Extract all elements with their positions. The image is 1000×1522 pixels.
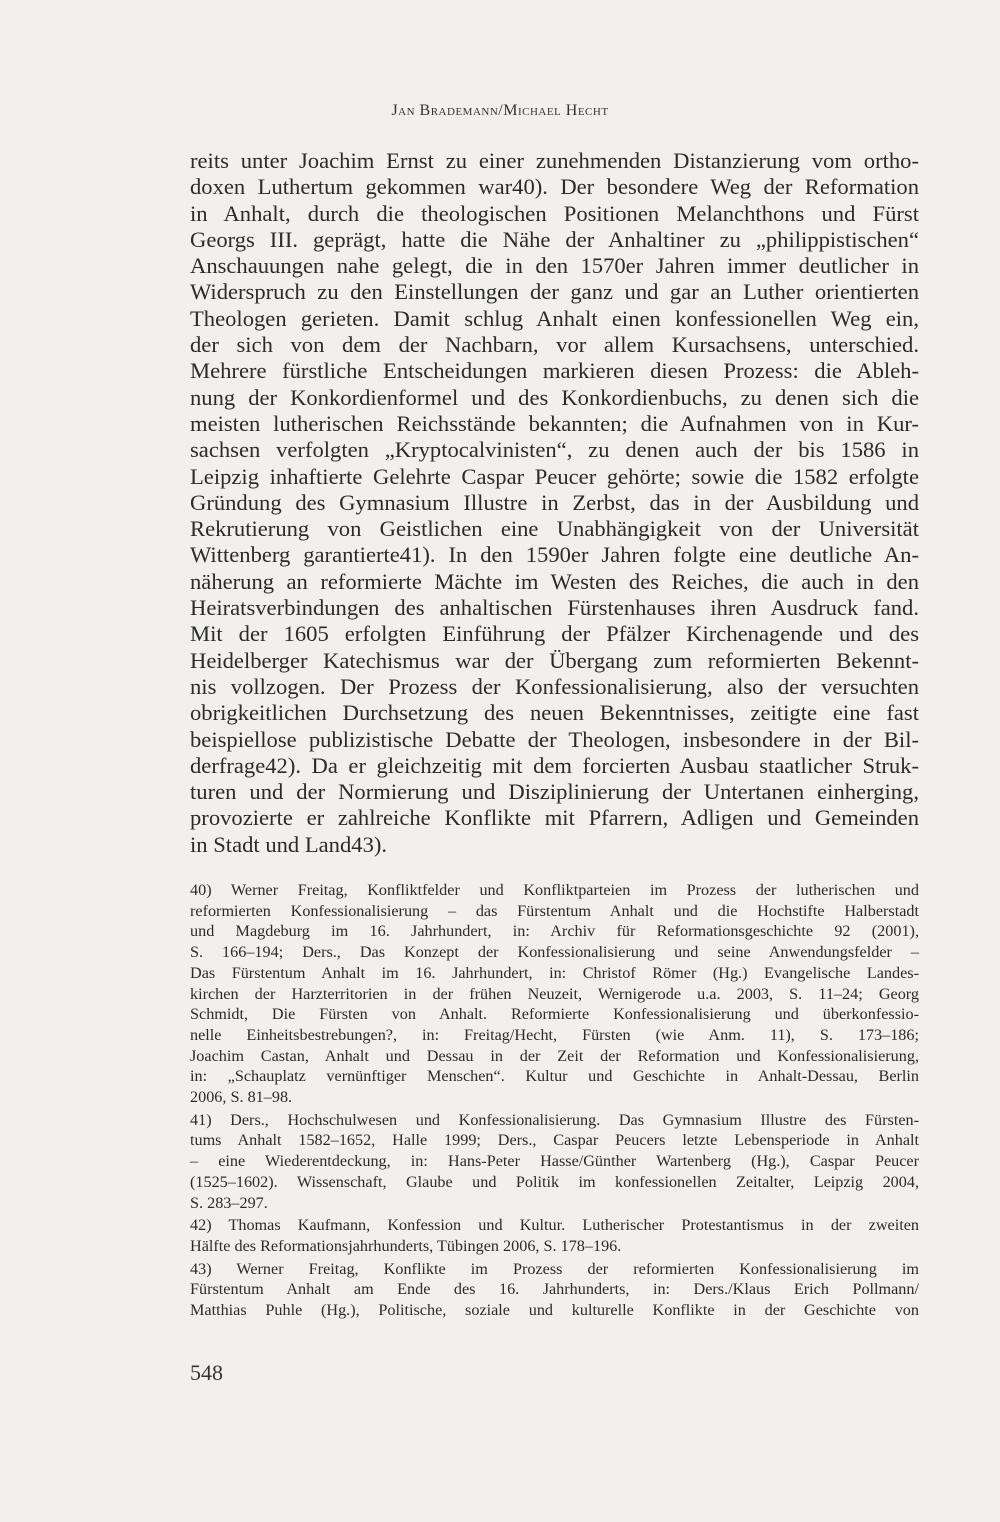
footnote-line: Das Fürstentum Anhalt im 16. Jahrhundert, in: Christof Römer (Hg.) Evangelische Landes- <box>190 963 919 982</box>
main-text <box>190 148 919 858</box>
text-line: nung der Konkordienformel und des Konkordienbuchs, zu denen sich die <box>190 384 919 410</box>
text-line: Theologen gerieten. Damit schlug Anhalt einen konfessionellen Weg ein, <box>190 305 919 331</box>
footnote-line: 42) Thomas Kaufmann, Konfession und Kultur. Lutherischer Protestantismus in der zweiten <box>190 1216 919 1235</box>
text-line: Leipzig inhaftierte Gelehrte Caspar Peucer gehörte; sowie die 1582 erfolgte <box>190 463 919 489</box>
footnote-line: S. 166–194; Ders., Das Konzept der Konfessionalisierung und seine Anwendungsfelder – <box>190 943 919 962</box>
footnote-43 <box>190 1259 919 1321</box>
text-line: reits unter Joachim Ernst zu einer zunehmenden Distanzierung vom ortho- <box>190 148 919 173</box>
text-line: näherung an reformierte Mächte im Westen des Reiches, die auch in den <box>190 568 919 594</box>
text-line: nis vollzogen. Der Prozess der Konfessionalisierung, also der versuchten <box>190 673 919 699</box>
footnote-line: reformierten Konfessionalisierung – das Fürstentum Anhalt und die Hochstifte Halberstadt <box>190 901 919 920</box>
text-line: Heiratsverbindungen des anhaltischen Fürstenhauses ihren Ausdruck fand. <box>190 595 919 621</box>
text-line: provozierte er zahlreiche Konflikte mit Pfarrern, Adligen und Gemeinden <box>190 805 919 831</box>
text-line: Wittenberg garantierte41). In den 1590er Jahren folgte eine deutliche An- <box>190 542 919 568</box>
text-line: Georgs III. geprägt, hatte die Nähe der Anhaltiner zu „philippistischen“ <box>190 226 919 252</box>
text-line: Mit der 1605 erfolgten Einführung der Pfälzer Kirchenagende und des <box>190 621 919 647</box>
page-number: 548 <box>190 1360 223 1385</box>
footnote-line: in: „Schauplatz vernünftiger Menschen“. Kultur und Geschichte in Anhalt-Dessau, Berlin <box>190 1067 919 1086</box>
text-line: Anschauungen nahe gelegt, die in den 1570er Jahren immer deutlicher in <box>190 253 919 279</box>
text-line: Mehrere fürstliche Entscheidungen markieren diesen Prozess: die Ableh- <box>190 358 919 384</box>
running-header: Jan Brademann/Michael Hecht <box>391 102 609 119</box>
text-line: Widerspruch zu den Einstellungen der ganz und gar an Luther orientierten <box>190 279 919 305</box>
footnote-line: Fürstentum Anhalt am Ende des 16. Jahrhunderts, in: Ders./Klaus Erich Pollmann/ <box>190 1280 919 1299</box>
text-line: Rekrutierung von Geistlichen eine Unabhängigkeit von der Universität <box>190 516 919 542</box>
text-line: sachsen verfolgten „Kryptocalvinisten“, zu denen auch der bis 1586 in <box>190 437 919 463</box>
text-line: der sich von dem der Nachbarn, vor allem Kursachsens, unterschied. <box>190 332 919 358</box>
footnote-line: Joachim Castan, Anhalt und Dessau in der Zeit der Reformation und Konfessionalisierung, <box>190 1046 919 1065</box>
footnote-line: (1525–1602). Wissenschaft, Glaube und Politik im konfessionellen Zeitalter, Leipzig 2004, <box>190 1172 919 1191</box>
text-line: obrigkeitlichen Durchsetzung des neuen Bekenntnisses, zeitigte eine fast <box>190 700 919 726</box>
footnote-line: 43) Werner Freitag, Konflikte im Prozess der reformierten Konfessionalisierung im <box>190 1259 919 1278</box>
footnote-line: nelle Einheitsbestrebungen?, in: Freitag/Hecht, Fürsten (wie Anm. 11), S. 173–186; <box>190 1025 919 1044</box>
footnote-line: tums Anhalt 1582–1652, Halle 1999; Ders., Caspar Peucers letzte Lebensperiode in Anhalt <box>190 1131 919 1150</box>
footnote-line: 40) Werner Freitag, Konfliktfelder und Konfliktparteien im Prozess der lutherischen und <box>190 881 919 899</box>
footnote-line: kirchen der Harzterritorien in der frühen Neuzeit, Wernigerode u.a. 2003, S. 11–24; Georg <box>190 984 919 1003</box>
footnote-line: Hälfte des Reformationsjahrhunderts, Tübingen 2006, S. 178–196. <box>190 1236 622 1255</box>
footnote-line: S. 283–297. <box>190 1193 268 1212</box>
footnote-line: Schmidt, Die Fürsten von Anhalt. Reformierte Konfessionalisierung und überkonfessio- <box>190 1005 919 1024</box>
text-line: Heidelberger Katechismus war der Übergang zum reformierten Bekennt- <box>190 647 919 673</box>
footnotes <box>190 880 919 1323</box>
footnote-line: 2006, S. 81–98. <box>190 1088 293 1107</box>
footnote-line: Matthias Puhle (Hg.), Politische, soziale und kulturelle Konflikte in der Geschichte von <box>190 1301 919 1320</box>
text-line: beispiellose publizistische Debatte der Theologen, insbesondere in der Bil- <box>190 726 919 752</box>
footnote-42 <box>190 1215 919 1256</box>
text-line: meisten lutherischen Reichsstände bekannten; die Aufnahmen von in Kur- <box>190 410 919 436</box>
text-line: turen und der Normierung und Disziplinierung der Untertanen einherging, <box>190 779 919 805</box>
footnote-line: 41) Ders., Hochschulwesen und Konfessionalisierung. Das Gymnasium Illustre des Fürsten- <box>190 1110 919 1129</box>
text-line: doxen Luthertum gekommen war40). Der besondere Weg der Reformation <box>190 174 919 200</box>
text-line: Gründung des Gymnasium Illustre in Zerbst, das in der Ausbildung und <box>190 489 919 515</box>
footnote-line: – eine Wiederentdeckung, in: Hans-Peter Hasse/Günther Wartenberg (Hg.), Caspar Peucer <box>190 1152 919 1171</box>
text-line: derfrage42). Da er gleichzeitig mit dem forcierten Ausbau staatlicher Struk- <box>190 752 919 778</box>
text-line: in Stadt und Land43). <box>190 831 388 857</box>
footnote-40 <box>190 880 919 1108</box>
footnote-line: und Magdeburg im 16. Jahrhundert, in: Archiv für Reformationsgeschichte 92 (2001), <box>190 922 919 941</box>
footnote-41 <box>190 1110 919 1214</box>
text-line: in Anhalt, durch die theologischen Positionen Melanchthons und Fürst <box>190 200 919 226</box>
